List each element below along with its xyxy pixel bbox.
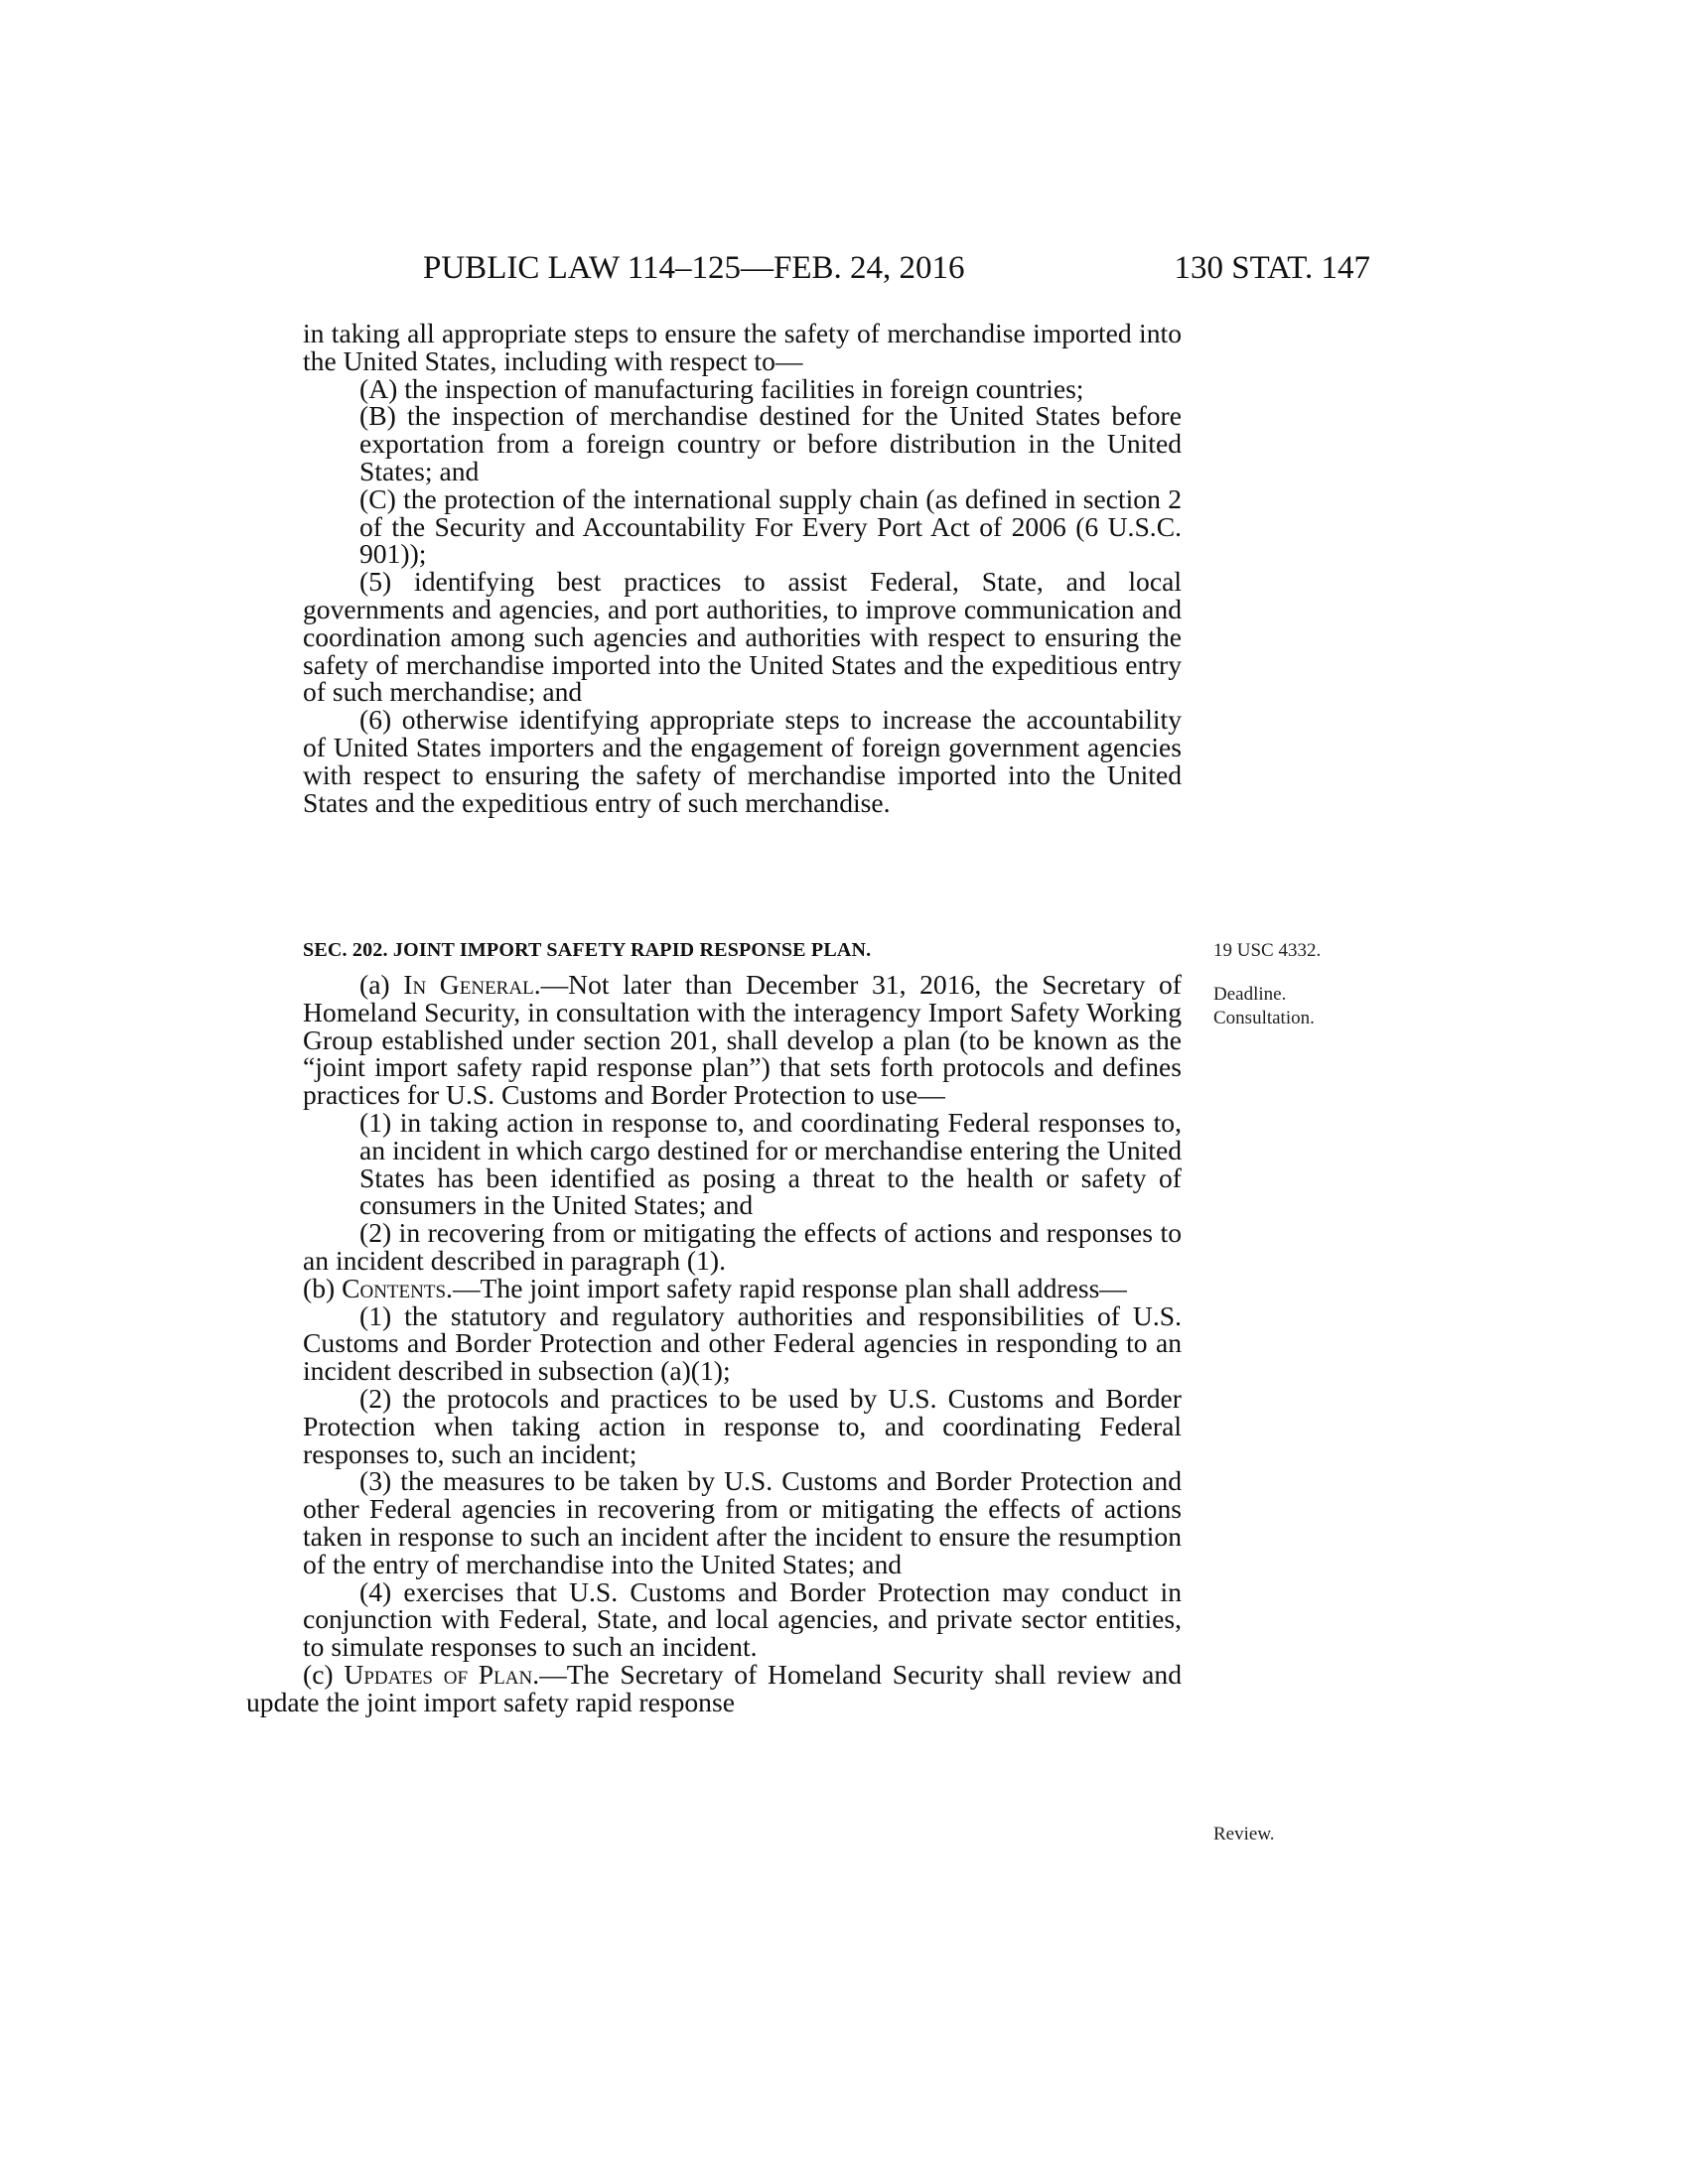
section-heading-block [303,937,1182,965]
subsection-b-3 [303,1467,1182,1577]
law-citation: PUBLIC LAW 114–125—FEB. 24, 2016 [423,250,965,286]
document-body [303,320,1182,816]
subsection-a-caption: In General [403,969,534,1000]
subsection-a-label: (a) [359,969,404,1000]
subsection-b-label: (b) [303,1272,343,1303]
item-4a: (A) the inspection of manufacturing facilities in foreign countries; [359,372,1084,404]
subsection-a-1-text: (1) in taking action in response to, and coordinating Federal responses to, an incident in which cargo destined for or merchandise entering the United States has been identified as posing a threat to the health or safety of consumers in the United States; and [359,1106,1182,1221]
subsection-c-text: .—The Secretary of Homeland Security shall review and update the joint import safety rapid response [246,1658,1182,1717]
subsection-b-3-text: (3) the measures to be taken by U.S. Customs and Border Protection and other Federal agencies in recovering from or mitigating the effects of actions taken in response to such an incident after the incident to ensure the resumption of the entry of merchandise into the United States; and [303,1465,1182,1579]
section-heading: SEC. 202. JOINT IMPORT SAFETY RAPID RESPONSE PLAN. [303,939,872,961]
subsection-c [246,1658,1182,1717]
margin-note-usc: 19 USC 4332. [1213,940,1322,961]
margin-note-deadline: Deadline. [1213,984,1287,1005]
subsection-a-2-text: (2) in recovering from or mitigating the effects of actions and responses to an incident described in paragraph (1). [303,1217,1182,1276]
subsection-b-4 [303,1575,1182,1663]
section-202-body [246,969,1182,1717]
item-5: (5) identifying best practices to assist Federal, State, and local governments and agencies, and port authorities, to improve communication and coordination among such agencies and authorities with respect to ensuring the safety of merchandise imported into the United States and the expeditious entry of such merchandise; and [303,566,1182,708]
subsection-b [246,1272,1182,1303]
subsection-a-1 [246,1106,1182,1221]
subsection-b-2-text: (2) the protocols and practices to be used by U.S. Customs and Border Protection when taking action in response to, and coordinating Federal responses to, such an incident; [303,1382,1182,1469]
subsection-a-text: .—Not later than December 31, 2016, the Secretary of Homeland Security, in consultation with the interagency Import Safety Working Group established under section 201, shall develop a plan (to be known as the “joint import safety rapid response plan”) that sets forth protocols and defines practices for U.S. Customs and Border Protection to use— [303,969,1182,1111]
intro-paragraph: in taking all appropriate steps to ensure the safety of merchandise imported into the United States, including with respect to— [303,318,1182,376]
item-4c: (C) the protection of the international supply chain (as defined in section 2 of the Security and Accountability For Every Port Act of 2006 (6 U.S.C. 901)); [359,482,1182,570]
subsection-b-text: .—The joint import safety rapid response plan shall address— [446,1272,1127,1303]
subsection-b-2 [303,1382,1182,1469]
item-4b: (B) the inspection of merchandise destined for the United States before exportation from a foreign country or before distribution in the United States; and [359,400,1182,486]
page-number: 130 STAT. 147 [1174,250,1370,286]
subsection-a [246,971,1182,1109]
margin-note-review: Review. [1213,1824,1275,1844]
item-6: (6) otherwise identifying appropriate steps to increase the accountability of United States importers and the engagement of foreign government agencies with respect to ensuring the safety of merchandise imported into the United States and the expeditious entry of such merchandise. [303,704,1182,818]
subsection-b-4-text: (4) exercises that U.S. Customs and Border Protection may conduct in conjunction with Federal, State, and local agencies, and private sector entities, to simulate responses to such an incident. [303,1575,1182,1663]
subsection-b-caption: Contents [342,1272,447,1303]
running-header [298,250,1370,294]
margin-note-consultation: Consultation. [1213,1008,1315,1028]
subsection-c-label: (c) [303,1658,345,1690]
subsection-b-1-text: (1) the statutory and regulatory authorities and responsibilities of U.S. Customs and Border Protection and other Federal agencies in responding to an incident described in subsection (a)(1); [303,1299,1182,1387]
subsection-c-caption: Updates of Plan [344,1658,533,1690]
subsection-a-2 [303,1219,1182,1275]
subsection-b-1 [303,1299,1182,1387]
